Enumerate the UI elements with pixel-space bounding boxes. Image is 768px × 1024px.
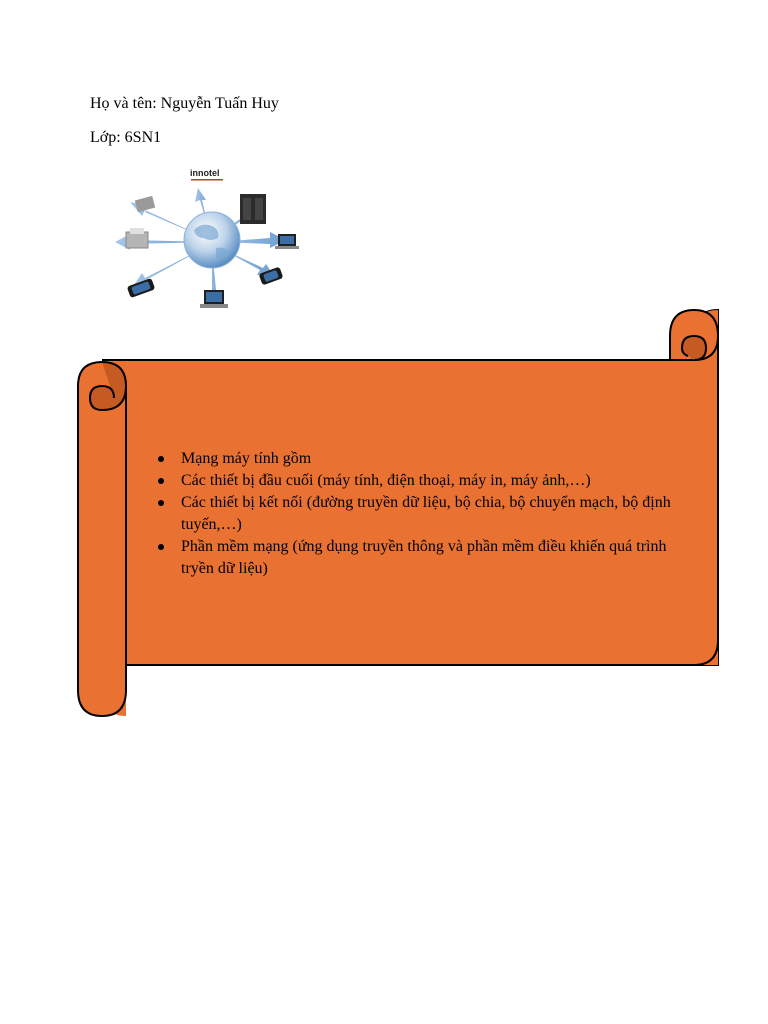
bullet-icon [158,544,164,550]
logo-text: innotel [190,168,220,178]
bullet-icon [158,456,164,462]
student-name: Họ và tên: Nguyễn Tuấn Huy [90,95,279,112]
list-item-text: Các thiết bị đầu cuối (máy tính, điện thoại, máy in, máy ảnh,…) [181,472,591,489]
student-class: Lớp: 6SN1 [90,129,162,146]
bullet-icon [158,500,164,506]
list-item [155,470,695,492]
list-item [155,536,695,580]
list-item-text: Các thiết bị kết nối (đường truyền dữ liệu, bộ chia, bộ chuyển mạch, bộ định tuyến,…) [181,494,671,533]
bullet-list [155,448,695,580]
list-item [155,448,695,470]
bullet-icon [158,478,164,484]
list-item-text: Mạng máy tính gồm [181,450,312,467]
list-item [155,492,695,536]
list-item-text: Phần mềm mạng (ứng dụng truyền thông và phần mềm điều khiến quá trình tryền dữ liệu) [181,538,667,577]
